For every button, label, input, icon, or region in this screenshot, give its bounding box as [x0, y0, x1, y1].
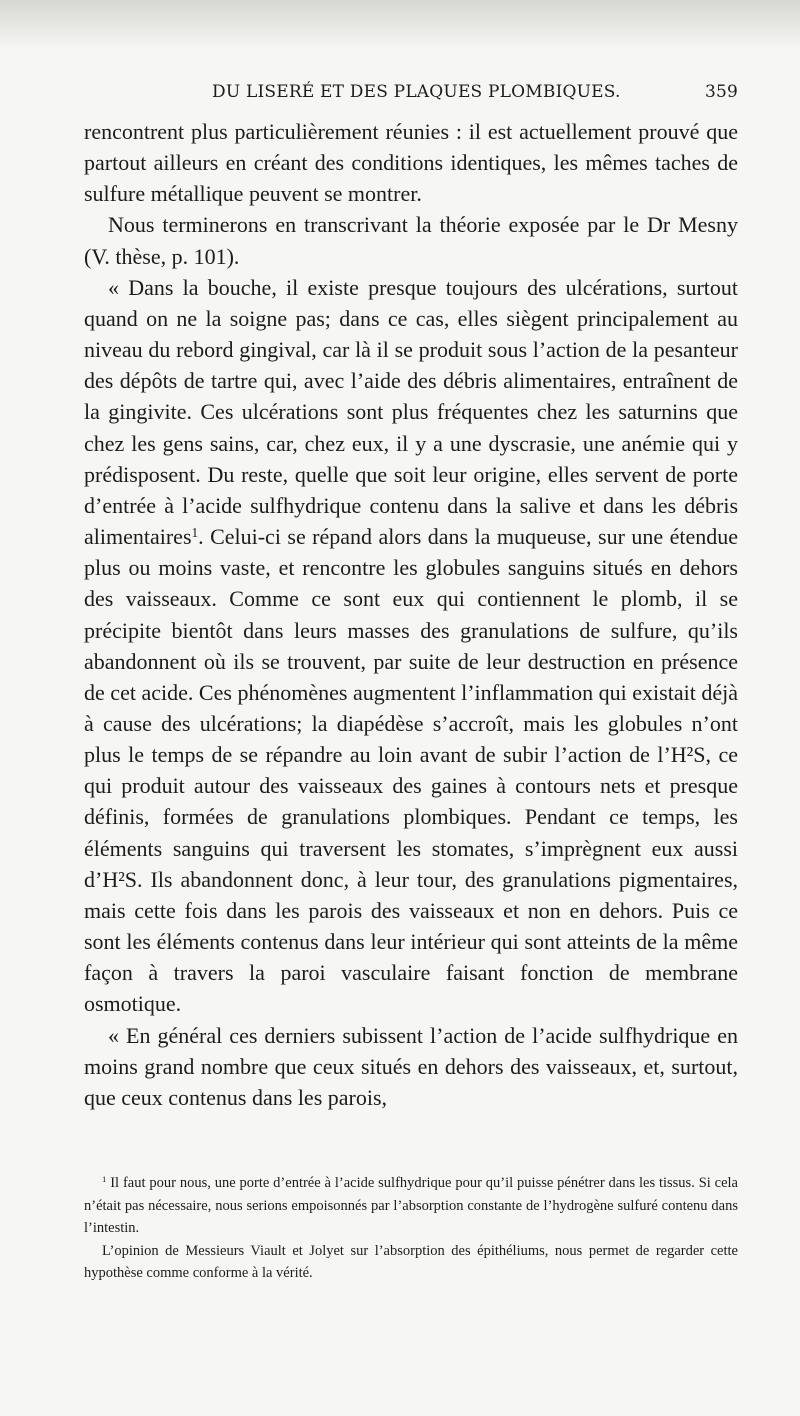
running-header [84, 80, 738, 104]
footnote-1-text: Il faut pour nous, une porte d’entrée à l’acide sulfhydrique pour qu’il puisse pénétrer dans les tissus. Si cela n’était pas nécessaire, nous serions empoisonnés par l’absorption constante de l’hydrogène sulfuré contenu dans l’intestin. [84, 1175, 738, 1236]
footnote-marker: 1 [102, 1174, 107, 1185]
paragraph-4: « En général ces derniers subissent l’action de l’acide sulfhydrique en moins grand nombre que ceux situés en dehors des vaisseaux, et, surtout, que ceux contenus dans les parois, [84, 1022, 738, 1110]
footnote-1 [84, 1172, 738, 1240]
paragraph-3-part-b: . Celui-ci se répand alors dans la muqueuse, sur une étendue plus ou moins vaste, et rencontre les globules sanguins situés en dehors des vaisseaux. Comme ce sont eux qui contiennent le plomb, il se précipite bientôt dans leurs masses des granulations de sulfure, qu’ils abandonnent où ils se trouvent, par suite de leur destruction en présence de cet acide. Ces phénomènes augmentent l’inflammation qui existait déjà à cause des ulcérations; la diapédèse s’accroît, mais les globules n’ont plus le temps de se répandre au loin avant de subir l’action de l’H²S, ce qui produit autour des vaisseaux des gaines à contours nets et presque définis, formées de granulations plombiques. Pendant ce temps, les éléments sanguins qui traversent les stomates, s’imprègnent eux aussi d’H²S. Ils abandonnent donc, à leur tour, des granulations pigmentaires, mais cette fois dans les parois des vaisseaux et non en dehors. Puis ce sont les éléments contenus dans leur intérieur qui sont atteints de la même façon à travers la paroi vasculaire faisant fonction de membrane osmotique. [84, 524, 738, 1017]
scan-shadow [0, 0, 800, 50]
footnotes [84, 1172, 738, 1285]
body-text [84, 116, 738, 1113]
paragraph-1: rencontrent plus particulièrement réunies : il est actuellement prouvé que partout ailleurs en créant des conditions identiques, les mêmes taches de sulfure métallique peuvent se montrer. [84, 119, 738, 207]
page-number: 359 [704, 82, 738, 102]
paragraph-3 [84, 272, 738, 1020]
footnote-reference: 1 [191, 524, 199, 540]
running-title: DU LISERÉ ET DES PLAQUES PLOMBIQUES. [212, 82, 621, 102]
paragraph-3-part-a: « Dans la bouche, il existe presque toujours des ulcérations, surtout quand on ne la soigne pas; dans ce cas, elles siègent principalement au niveau du rebord gingival, car là il se produit sous l’action de la pesanteur des dépôts de tartre qui, avec l’aide des débris alimentaires, entraînent de la gingivite. Ces ulcérations sont plus fréquentes chez les saturnins que chez les gens sains, car, chez eux, il y a une dyscrasie, une anémie qui y prédisposent. Du reste, quelle que soit leur origine, elles servent de porte d’entrée à l’acide sulfhydrique contenu dans la salive et dans les débris alimentaires [84, 274, 738, 550]
footnote-1-continuation: L’opinion de Messieurs Viault et Jolyet sur l’absorption des épithéliums, nous permet de regarder cette hypothèse comme conforme à la vérité. [84, 1242, 738, 1281]
paragraph-2: Nous terminerons en transcrivant la théorie exposée par le Dr Mesny (V. thèse, p. 101). [84, 212, 738, 269]
